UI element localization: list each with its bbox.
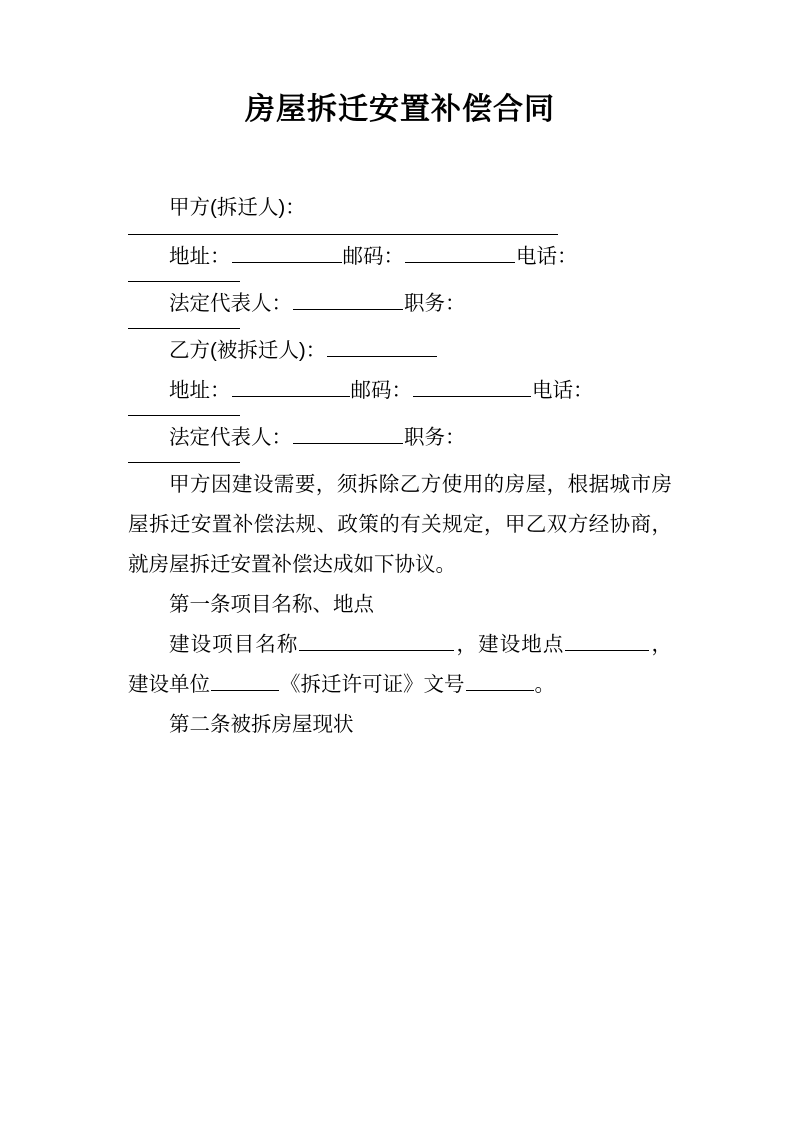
party-b-postcode-blank	[413, 375, 531, 397]
party-b-phone-label: 电话：	[532, 378, 594, 402]
party-b-postcode-label: 邮码：	[350, 378, 412, 402]
party-b-legal-rep-blank	[293, 422, 403, 444]
party-a-rep-line	[128, 284, 672, 324]
permit-number-blank	[466, 669, 534, 691]
article-one-text-4: 《拆迁许可证》文号	[280, 672, 465, 696]
party-b-address-blank	[232, 375, 350, 397]
article-two-title: 第二条被拆房屋现状	[169, 712, 354, 736]
party-b-label-line	[128, 331, 672, 371]
project-name-blank	[299, 629, 454, 651]
party-a-phone-label: 电话：	[516, 244, 578, 268]
party-b-position-label: 职务：	[404, 425, 466, 449]
article-one-body	[128, 625, 672, 705]
party-b-name-blank	[327, 335, 437, 357]
party-b-rep-line	[128, 418, 672, 458]
party-a-name-blank	[128, 234, 558, 235]
page-title: 房屋拆迁安置补偿合同	[245, 93, 555, 126]
preamble-paragraph: 甲方因建设需要，须拆除乙方使用的房屋，根据城市房屋拆迁安置补偿法规、政策的有关规定，甲乙双方经协商，就房屋拆迁安置补偿达成如下协议。	[128, 472, 672, 576]
party-a-contact-line	[128, 237, 672, 277]
article-one-title: 第一条项目名称、地点	[169, 592, 374, 616]
party-b-contact-line	[128, 371, 672, 411]
party-b-position-blank	[128, 462, 240, 463]
article-one-text-5: 。	[534, 672, 555, 696]
party-a-address-blank	[232, 241, 342, 263]
party-a-label-line	[128, 188, 672, 228]
party-a-label: 甲方(拆迁人)：	[169, 196, 306, 219]
party-a-position-label: 职务：	[404, 291, 466, 315]
party-a-postcode-blank	[405, 241, 515, 263]
document-body	[0, 188, 800, 745]
party-a-phone-blank	[128, 281, 240, 282]
construction-unit-blank	[211, 669, 279, 691]
party-a-legal-rep-blank	[293, 288, 403, 310]
party-b-label: 乙方(被拆迁人)：	[169, 338, 327, 362]
party-a-legal-rep-label: 法定代表人：	[169, 291, 292, 315]
party-a-postcode-label: 邮码：	[342, 244, 404, 268]
party-b-address-label: 地址：	[169, 378, 231, 402]
party-b-legal-rep-label: 法定代表人：	[169, 425, 292, 449]
article-one-text-3: ，建设单位	[128, 632, 673, 696]
party-b-phone-blank	[128, 415, 240, 416]
party-a-address-label: 地址：	[169, 244, 231, 268]
article-one-text-1: 建设项目名称	[169, 632, 299, 656]
article-one-text-2: ，建设地点	[455, 632, 565, 656]
project-location-blank	[565, 629, 649, 651]
party-a-position-blank	[128, 328, 240, 329]
